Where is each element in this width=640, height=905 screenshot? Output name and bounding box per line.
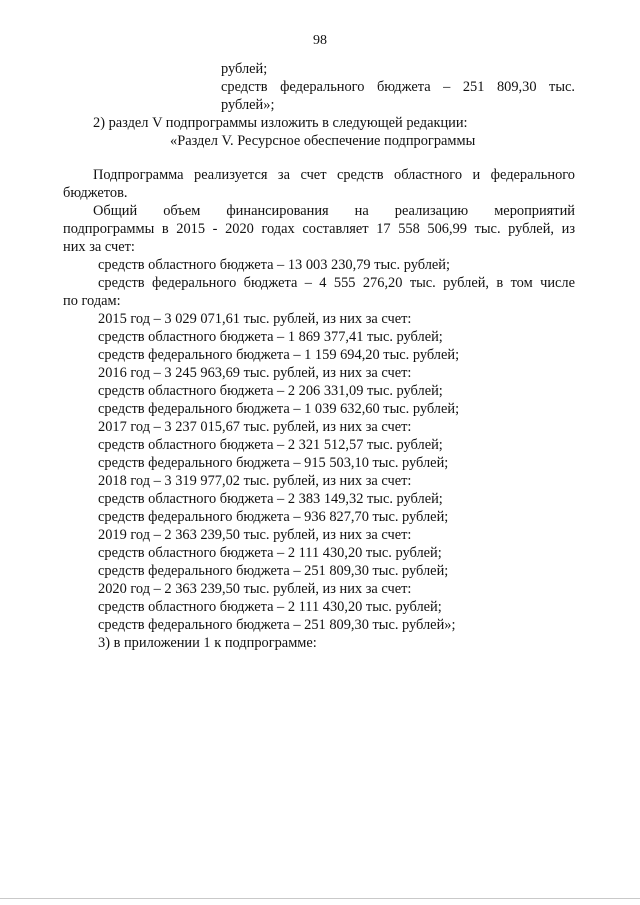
- text-line: средств федерального бюджета – 1 039 632,60 тыс. рублей;: [98, 401, 460, 417]
- year-line: 2015 год – 3 029 071,61 тыс. рублей, из них за счет:: [98, 311, 412, 327]
- text-line: Подпрограмма реализуется за счет средств областного и федерального: [93, 167, 575, 183]
- text-line: средств областного бюджета – 2 321 512,57 тыс. рублей;: [98, 437, 443, 453]
- year-line: 2020 год – 2 363 239,50 тыс. рублей, из них за счет:: [98, 581, 412, 597]
- continuation-block: [63, 60, 575, 150]
- text-line: средств областного бюджета – 1 869 377,41 тыс. рублей;: [98, 329, 443, 345]
- text-line: рублей»;: [221, 97, 275, 113]
- text-line: средств федерального бюджета – 1 159 694,20 тыс. рублей;: [98, 347, 460, 363]
- text-line: бюджетов.: [63, 185, 128, 201]
- text-line: средств областного бюджета – 2 111 430,20 тыс. рублей;: [98, 545, 442, 561]
- text-line: средств областного бюджета – 2 111 430,20 тыс. рублей;: [98, 599, 442, 615]
- text-line: по годам:: [63, 293, 121, 309]
- text-line: средств областного бюджета – 13 003 230,79 тыс. рублей;: [98, 257, 450, 273]
- text-line: средств федерального бюджета – 915 503,10 тыс. рублей;: [98, 455, 449, 471]
- text-line: них за счет:: [63, 239, 135, 255]
- text-line: средств областного бюджета – 2 383 149,32 тыс. рублей;: [98, 491, 443, 507]
- year-line: 2019 год – 2 363 239,50 тыс. рублей, из них за счет:: [98, 527, 412, 543]
- text-line: средств федерального бюджета – 251 809,30 тыс.: [221, 79, 575, 95]
- text-line: Общий объем финансирования на реализацию мероприятий: [93, 203, 575, 219]
- page-number: 98: [313, 33, 327, 48]
- year-line: 2018 год – 3 319 977,02 тыс. рублей, из них за счет:: [98, 473, 412, 489]
- text-line: 2) раздел V подпрограммы изложить в следующей редакции:: [93, 115, 468, 131]
- year-line: 2017 год – 3 237 015,67 тыс. рублей, из них за счет:: [98, 419, 412, 435]
- text-line: средств федерального бюджета – 4 555 276,20 тыс. рублей, в том числе: [98, 275, 575, 291]
- text-line: средств федерального бюджета – 251 809,30 тыс. рублей;: [98, 563, 449, 579]
- scan-edge-line: [0, 898, 640, 899]
- text-line: подпрограммы в 2015 - 2020 годах составляет 17 558 506,99 тыс. рублей, из: [63, 221, 575, 237]
- text-line: средств федерального бюджета – 251 809,30 тыс. рублей»;: [98, 617, 456, 633]
- text-line: 3) в приложении 1 к подпрограмме:: [98, 635, 317, 651]
- text-line: средств федерального бюджета – 936 827,70 тыс. рублей;: [98, 509, 449, 525]
- section-body: [63, 166, 575, 652]
- section-heading: «Раздел V. Ресурсное обеспечение подпрограммы: [170, 133, 476, 149]
- text-line: средств областного бюджета – 2 206 331,09 тыс. рублей;: [98, 383, 443, 399]
- year-line: 2016 год – 3 245 963,69 тыс. рублей, из них за счет:: [98, 365, 412, 381]
- text-line: рублей;: [221, 61, 268, 77]
